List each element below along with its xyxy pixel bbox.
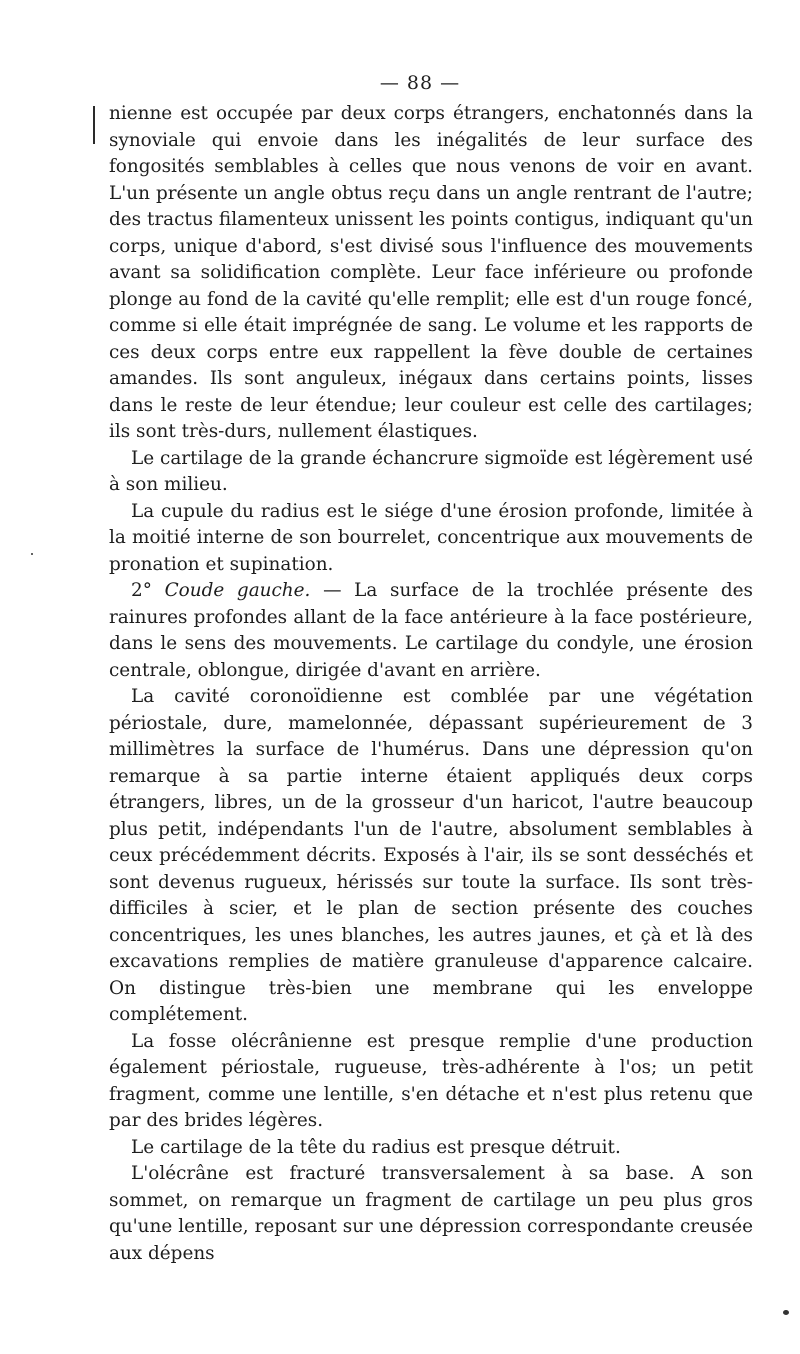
ink-speck bbox=[783, 1310, 789, 1315]
paragraph-4-text: — La surface de la trochlée présente des rainures profondes allant de la face antérieure à la face postérieure, dans le sens des mouvements. Le cartilage du condyle, une érosion centrale, oblongue, dirigée d'avant en arrière. bbox=[109, 580, 753, 681]
paragraph-8: L'olécrâne est fracturé transversalement à sa base. A son sommet, on remarque un fragment de cartilage un peu plus gros qu'une lentille, reposant sur une dépression correspondante creusée aux dépens bbox=[109, 1163, 753, 1264]
paragraph-6: La fosse olécrânienne est presque remplie d'une production également périostale, rugueuse, très-adhérente à l'os; un petit fragment, comme une lentille, s'en détache et n'est plus retenu que par des brides légères. bbox=[109, 1030, 753, 1131]
ink-speck bbox=[31, 553, 33, 555]
paragraph-3: La cupule du radius est le siége d'une érosion profonde, limitée à la moitié interne de son bourrelet, concentrique aux mouvements de pronation et supination. bbox=[109, 500, 753, 575]
paragraph-7: Le cartilage de la tête du radius est presque détruit. bbox=[131, 1136, 621, 1158]
paragraph-4 bbox=[109, 578, 753, 684]
page-number: — 88 — bbox=[379, 72, 461, 94]
paragraph-1: nienne est occupée par deux corps étrangers, enchatonnés dans la synoviale qui envoie dans les inégalités de leur surface des fongosités semblables à celles que nous venons de voir en avant. L'un présente un angle obtus reçu dans un angle rentrant de l'autre; des tractus filamenteux unissent les points contigus, indiquant qu'un corps, unique d'abord, s'est divisé sous l'influence des mouvements avant sa solidification complète. Leur face inférieure ou profonde plonge au fond de la cavité qu'elle remplit; elle est d'un rouge foncé, comme si elle était imprégnée de sang. Le volume et les rapports de ces deux corps entre eux rappellent la fève double de certaines amandes. Ils sont anguleux, inégaux dans certains points, lisses dans le reste de leur étendue; leur couleur est celle des cartilages; ils sont très-durs, nullement élastiques. bbox=[109, 103, 753, 442]
paragraph-5: La cavité coronoïdienne est comblée par une végétation périostale, dure, mamelonnée, dépassant supérieurement de 3 millimètres la surface de l'humérus. Dans une dépression qu'on remarque à sa partie interne étaient appliqués deux corps étrangers, libres, un de la grosseur d'un haricot, l'autre beaucoup plus petit, indépendants l'un de l'autre, absolument semblables à ceux précédemment décrits. Exposés à l'air, ils se sont desséchés et sont devenus rugueux, hérissés sur toute la surface. Ils sont très-difficiles à scier, et le plan de section présente des couches concentriques, les unes blanches, les autres jaunes, et çà et là des excavations remplies de matière granuleuse d'apparence calcaire. On distingue très-bien une membrane qui les enveloppe complétement. bbox=[109, 686, 753, 1025]
paragraph-2: Le cartilage de la grande échancrure sigmoïde est légèrement usé à son milieu. bbox=[109, 447, 753, 495]
body-text bbox=[109, 101, 753, 1267]
section-heading: Coude gauche. bbox=[164, 580, 311, 601]
section-number: 2° bbox=[131, 580, 165, 601]
margin-bracket-mark bbox=[93, 106, 95, 144]
